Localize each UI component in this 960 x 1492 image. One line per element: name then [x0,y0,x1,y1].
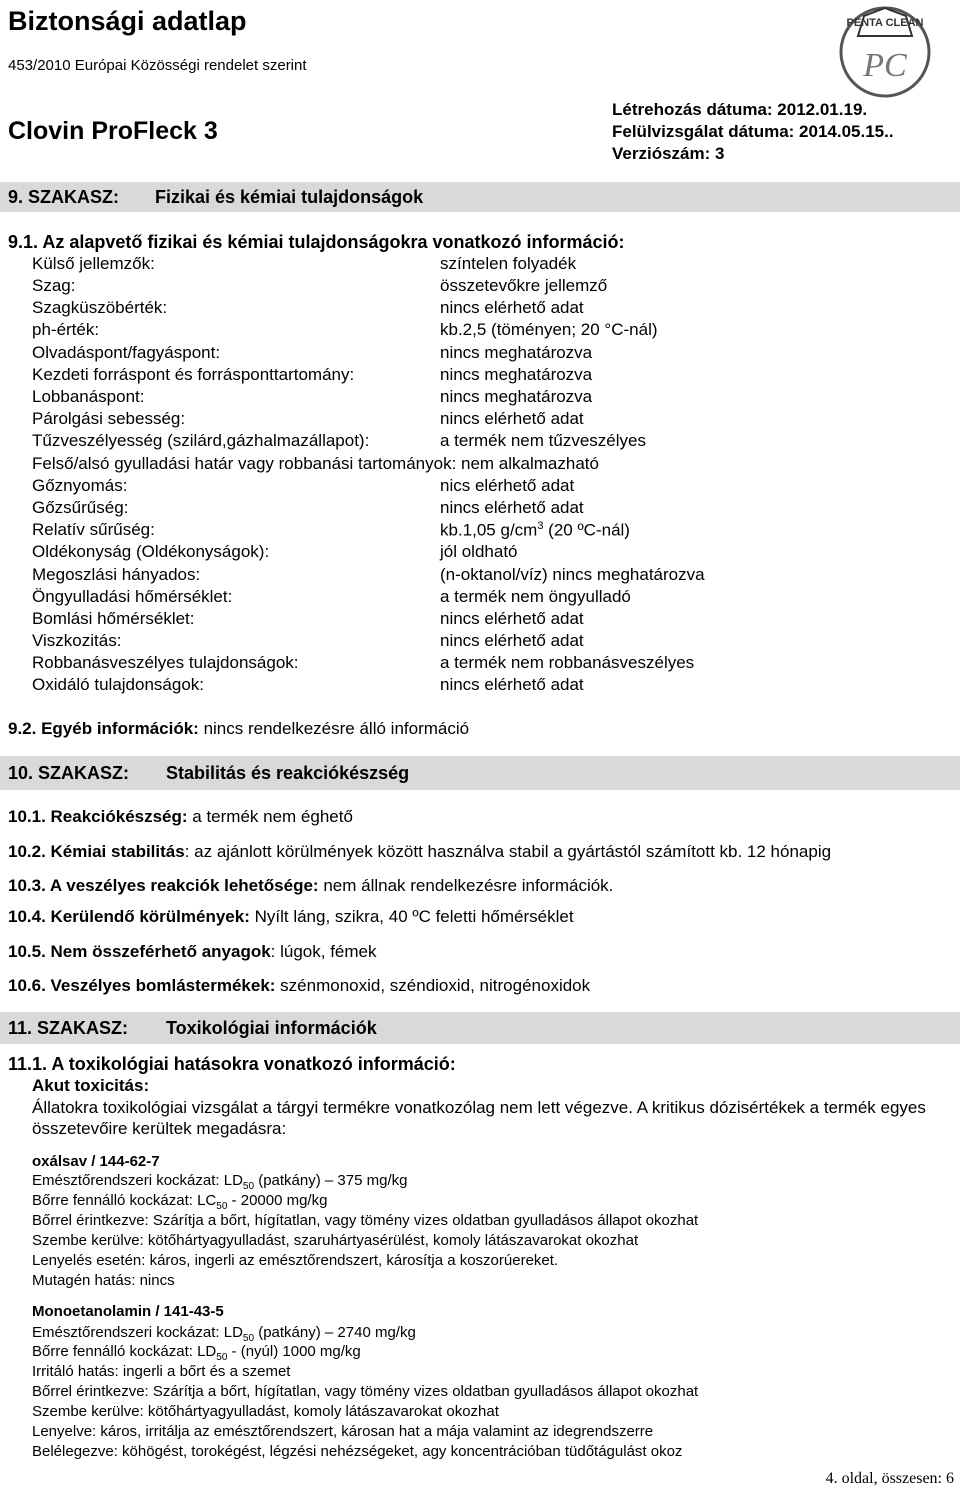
irritation: Irritáló hatás: ingerli a bőrt és a szemet [32,1363,291,1380]
penta-clean-logo [836,2,934,98]
prop-label: Gőznyomás: [32,476,128,495]
ingestion: Lenyelés esetén: káros, ingerli az emésztőrendszert, károsítja a koszorúereket. [32,1252,559,1269]
oral-risk-label: Emésztőrendszeri kockázat: LD [32,1324,243,1341]
acute-toxicity-heading: Akut toxicitás: [32,1076,150,1095]
oral-risk [32,1324,416,1344]
prop-value: nincs meghatározva [440,387,593,406]
oral-risk [32,1172,407,1192]
section-9-title: Fizikai és kémiai tulajdonságok [155,187,424,207]
ingestion: Lenyelve: káros, irritálja az emésztőrendszert, károsan hat a mája valamint az idegrendszerre [32,1423,654,1440]
item-text: : az ajánlott körülmények között használva stabil a gyártástól számított kb. 12 hónapig [184,842,832,861]
skin-risk-value: - (nyúl) 1000 mg/kg [227,1343,361,1360]
prop-label: ph-érték: [32,320,100,339]
item-title: 10.3. A veszélyes reakciók lehetősége: [8,876,319,895]
logo-monogram: PC [863,47,907,84]
prop-label: Kezdeti forráspont és forrásponttartomány: [32,365,355,384]
regulation-text: 453/2010 Európai Közösségi rendelet szerint [8,57,307,74]
prop-value: nincs meghatározva [440,365,593,384]
prop-label: Robbanásveszélyes tulajdonságok: [32,653,299,672]
ld-subscript: 50 [216,1352,228,1363]
skin-risk-value: - 20000 mg/kg [227,1192,328,1209]
prop-value: (n-oktanol/víz) nincs meghatározva [440,565,705,584]
mutagenic: Mutagén hatás: nincs [32,1272,175,1289]
section-10-title: Stabilitás és reakciókészség [166,763,410,783]
eye-contact: Szembe kerülve: kötőhártyagyulladást, szaruhártyasérülést, komoly látászavarokat okozhat [32,1232,639,1249]
item-10-6 [8,976,590,996]
prop-label: Tűzveszélyesség (szilárd,gázhalmazállapot): [32,431,370,450]
revised-date: Felülvizsgálat dátuma: 2014.05.15.. [612,122,894,141]
prop-label: Öngyulladási hőmérséklet: [32,587,233,606]
inhalation: Belélegezve: köhögést, torokégést, légzési nehézségeket, agy koncentrációban tüdőtágulást okoz [32,1443,683,1460]
item-title: 10.1. Reakciókészség: [8,807,188,826]
item-10-5 [8,942,377,962]
oral-risk-value: (patkány) – 2740 mg/kg [254,1324,416,1341]
prop-value: a termék nem tűzveszélyes [440,431,646,450]
prop-value: összetevőkre jellemző [440,276,608,295]
skin-risk [32,1343,361,1363]
item-text: : lúgok, fémek [270,942,377,961]
document-title: Biztonsági adatlap [8,6,247,36]
item-title: 10.5. Nem összeférhető anyagok [8,942,271,961]
eye-contact: Szembe kerülve: kötőhártyagyulladást, komoly látászavarokat okozhat [32,1403,499,1420]
section-11-header [0,1012,960,1044]
item-10-3 [8,876,613,896]
prop-value: nincs elérhető adat [440,675,584,694]
density-condition: (20 ºC-nál) [543,520,630,540]
toxicity-intro: Állatokra toxikológiai vizsgálat a tárgyi termékre vonatkozólag nem lett végezve. A kritikus dózisértékek a termék egyes összetevőire kerültek megadásra: [32,1098,926,1138]
subsection-11-1: 11.1. A toxikológiai hatásokra vonatkozó információ: [8,1054,456,1074]
prop-label: Relatív sűrűség: [32,520,155,539]
prop-value: nincs elérhető adat [440,409,584,428]
item-title: 10.2. Kémiai stabilitás [8,842,185,861]
skin-contact: Bőrrel érintkezve: Szárítja a bőrt, hígítatlan, vagy tömény vizes oldatban gyulladásos állapot okozhat [32,1212,699,1229]
prop-value: a termék nem öngyulladó [440,587,631,606]
density-unit-exponent: 3 [537,520,544,532]
explosion-limits: Felső/alsó gyulladási határ vagy robbanási tartományok: nem alkalmazható [32,454,599,473]
prop-value: nincs meghatározva [440,343,593,362]
prop-label: Külső jellemzők: [32,254,155,273]
section-11-number: 11. SZAKASZ: [8,1018,129,1038]
subsection-9-2-text: nincs rendelkezésre álló információ [198,719,470,738]
prop-value: a termék nem robbanásveszélyes [440,653,695,672]
section-10-header [0,756,960,790]
oral-risk-value: (patkány) – 375 mg/kg [254,1172,408,1189]
prop-label: Szag: [32,276,76,295]
oral-risk-label: Emésztőrendszeri kockázat: LD [32,1172,243,1189]
section-9-number: 9. SZAKASZ: [8,187,120,207]
version-number: Verziószám: 3 [612,144,725,163]
item-text: szénmonoxid, széndioxid, nitrogénoxidok [275,976,591,995]
prop-value: nincs elérhető adat [440,609,584,628]
item-title: 10.6. Veszélyes bomlástermékek: [8,976,276,995]
prop-value: jól oldható [440,542,518,561]
prop-value: nincs elérhető adat [440,498,584,517]
item-10-1 [8,807,353,827]
section-9-header [0,182,960,212]
substance-name: Monoetanolamin / 141-43-5 [32,1303,224,1320]
prop-label: Oxidáló tulajdonságok: [32,675,205,694]
item-text: nem állnak rendelkezésre információk. [318,876,614,895]
section-10-number: 10. SZAKASZ: [8,763,130,783]
date-block [612,99,894,165]
logo-text: PENTA CLEAN [846,17,924,29]
density-value [440,520,630,541]
skin-risk-label: Bőrre fennálló kockázat: LC [32,1192,217,1209]
item-10-2 [8,842,831,862]
ld-subscript: 50 [242,1333,255,1344]
section-11-title: Toxikológiai információk [166,1018,377,1038]
density-number: kb.1,05 g/cm [440,520,538,540]
skin-contact: Bőrrel érintkezve: Szárítja a bőrt, hígítatlan, vagy tömény vizes oldatban gyulladásos állapot okozhat [32,1383,699,1400]
prop-label: Viszkozitás: [32,631,122,650]
prop-label: Oldékonyság (Oldékonyságok): [32,542,270,561]
prop-label: Megoszlási hányados: [32,565,201,584]
substance-name: oxálsav / 144-62-7 [32,1153,160,1170]
item-title: 10.4. Kerülendő körülmények: [8,907,250,926]
created-date: Létrehozás dátuma: 2012.01.19. [612,100,868,119]
prop-value: kb.2,5 (töményen; 20 °C-nál) [440,320,658,339]
skin-risk-label: Bőrre fennálló kockázat: LD [32,1343,217,1360]
ld-subscript: 50 [242,1181,255,1192]
page-footer: 4. oldal, összesen: 6 [825,1470,954,1487]
prop-label: Olvadáspont/fagyáspont: [32,343,221,362]
item-10-4 [8,907,574,927]
prop-label: Párolgási sebesség: [32,409,186,428]
product-name: Clovin ProFleck 3 [8,117,218,145]
subsection-9-1: 9.1. Az alapvető fizikai és kémiai tulajdonságokra vonatkozó információ: [8,232,625,252]
prop-value: nincs elérhető adat [440,631,584,650]
prop-value: színtelen folyadék [440,254,577,273]
prop-label: Szagküszöbérték: [32,298,168,317]
prop-label: Gőzsűrűség: [32,498,129,517]
prop-value: nincs elérhető adat [440,298,584,317]
item-text: a termék nem éghető [187,807,353,826]
skin-risk [32,1192,327,1212]
item-text: Nyílt láng, szikra, 40 ºC feletti hőmérséklet [249,907,574,926]
subsection-9-2 [8,719,469,739]
prop-value: nics elérhető adat [440,476,575,495]
lc-subscript: 50 [216,1201,228,1212]
subsection-9-2-title: 9.2. Egyéb információk: [8,719,199,738]
prop-label: Bomlási hőmérséklet: [32,609,195,628]
prop-label: Lobbanáspont: [32,387,145,406]
